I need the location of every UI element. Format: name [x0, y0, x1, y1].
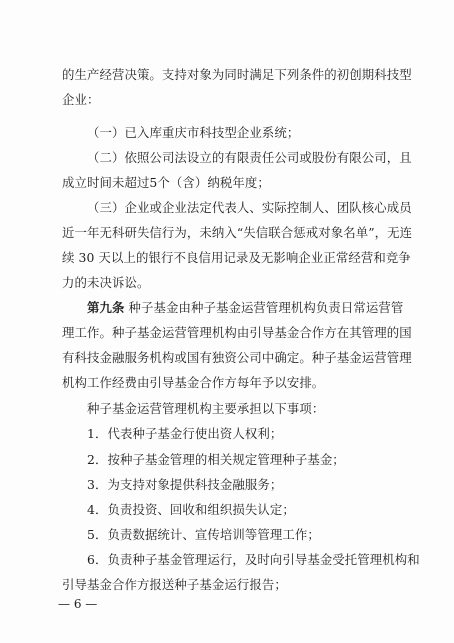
text-line: 种子基金运营管理机构主要承担以下事项： [87, 401, 325, 416]
list-item: 3．为支持对象提供科技金融服务； [87, 477, 283, 492]
text-line: 引导基金合作方报送种子基金运行报告； [62, 577, 287, 592]
text-line: 续 30 天以上的银行不良信用记录及无影响企业正常经营和竞争 [62, 250, 411, 265]
list-item: （三）企业或企业法定代表人、实际控制人、团队核心成员 [87, 200, 412, 215]
page-number: — 6 — [58, 597, 98, 611]
text-line: 企业： [62, 92, 100, 107]
list-item: 4．负责投资、回收和组织损失认定； [87, 502, 295, 517]
list-item: 6．负责种子基金管理运行，及时向引导基金受托管理机构和 [87, 552, 420, 567]
article-text: 种子基金由种子基金运营管理机构负责日常运营管 [128, 300, 404, 315]
text-line: 力的未决诉讼。 [62, 275, 150, 290]
list-item: （一）已入库重庆市科技型企业系统； [87, 125, 300, 140]
text-line: 理工作。种子基金运营管理机构由引导基金合作方在其管理的国 [62, 325, 412, 340]
list-item: （二）依照公司法设立的有限责任公司或股份有限公司，且 [87, 150, 412, 165]
text-line: 的生产经营决策。支持对象为同时满足下列条件的初创期科技型 [62, 67, 412, 82]
article-paragraph-start [87, 300, 404, 316]
list-item: 5．负责数据统计、宣传培训等管理工作； [87, 527, 320, 542]
list-item: 1．代表种子基金行使出资人权利； [87, 426, 283, 441]
article-heading: 第九条 [87, 300, 125, 315]
text-line: 有科技金融服务机构或国有独资公司中确定。种子基金运营管理 [62, 350, 412, 365]
list-item: 2．按种子基金管理的相关规定管理种子基金； [87, 452, 345, 467]
text-line: 机构工作经费由引导基金合作方每年予以安排。 [62, 375, 325, 390]
text-line: 近一年无科研失信行为，未纳入“失信联合惩戒对象名单”，无连 [62, 225, 413, 240]
text-line: 成立时间未超过5个（含）纳税年度； [62, 175, 270, 190]
